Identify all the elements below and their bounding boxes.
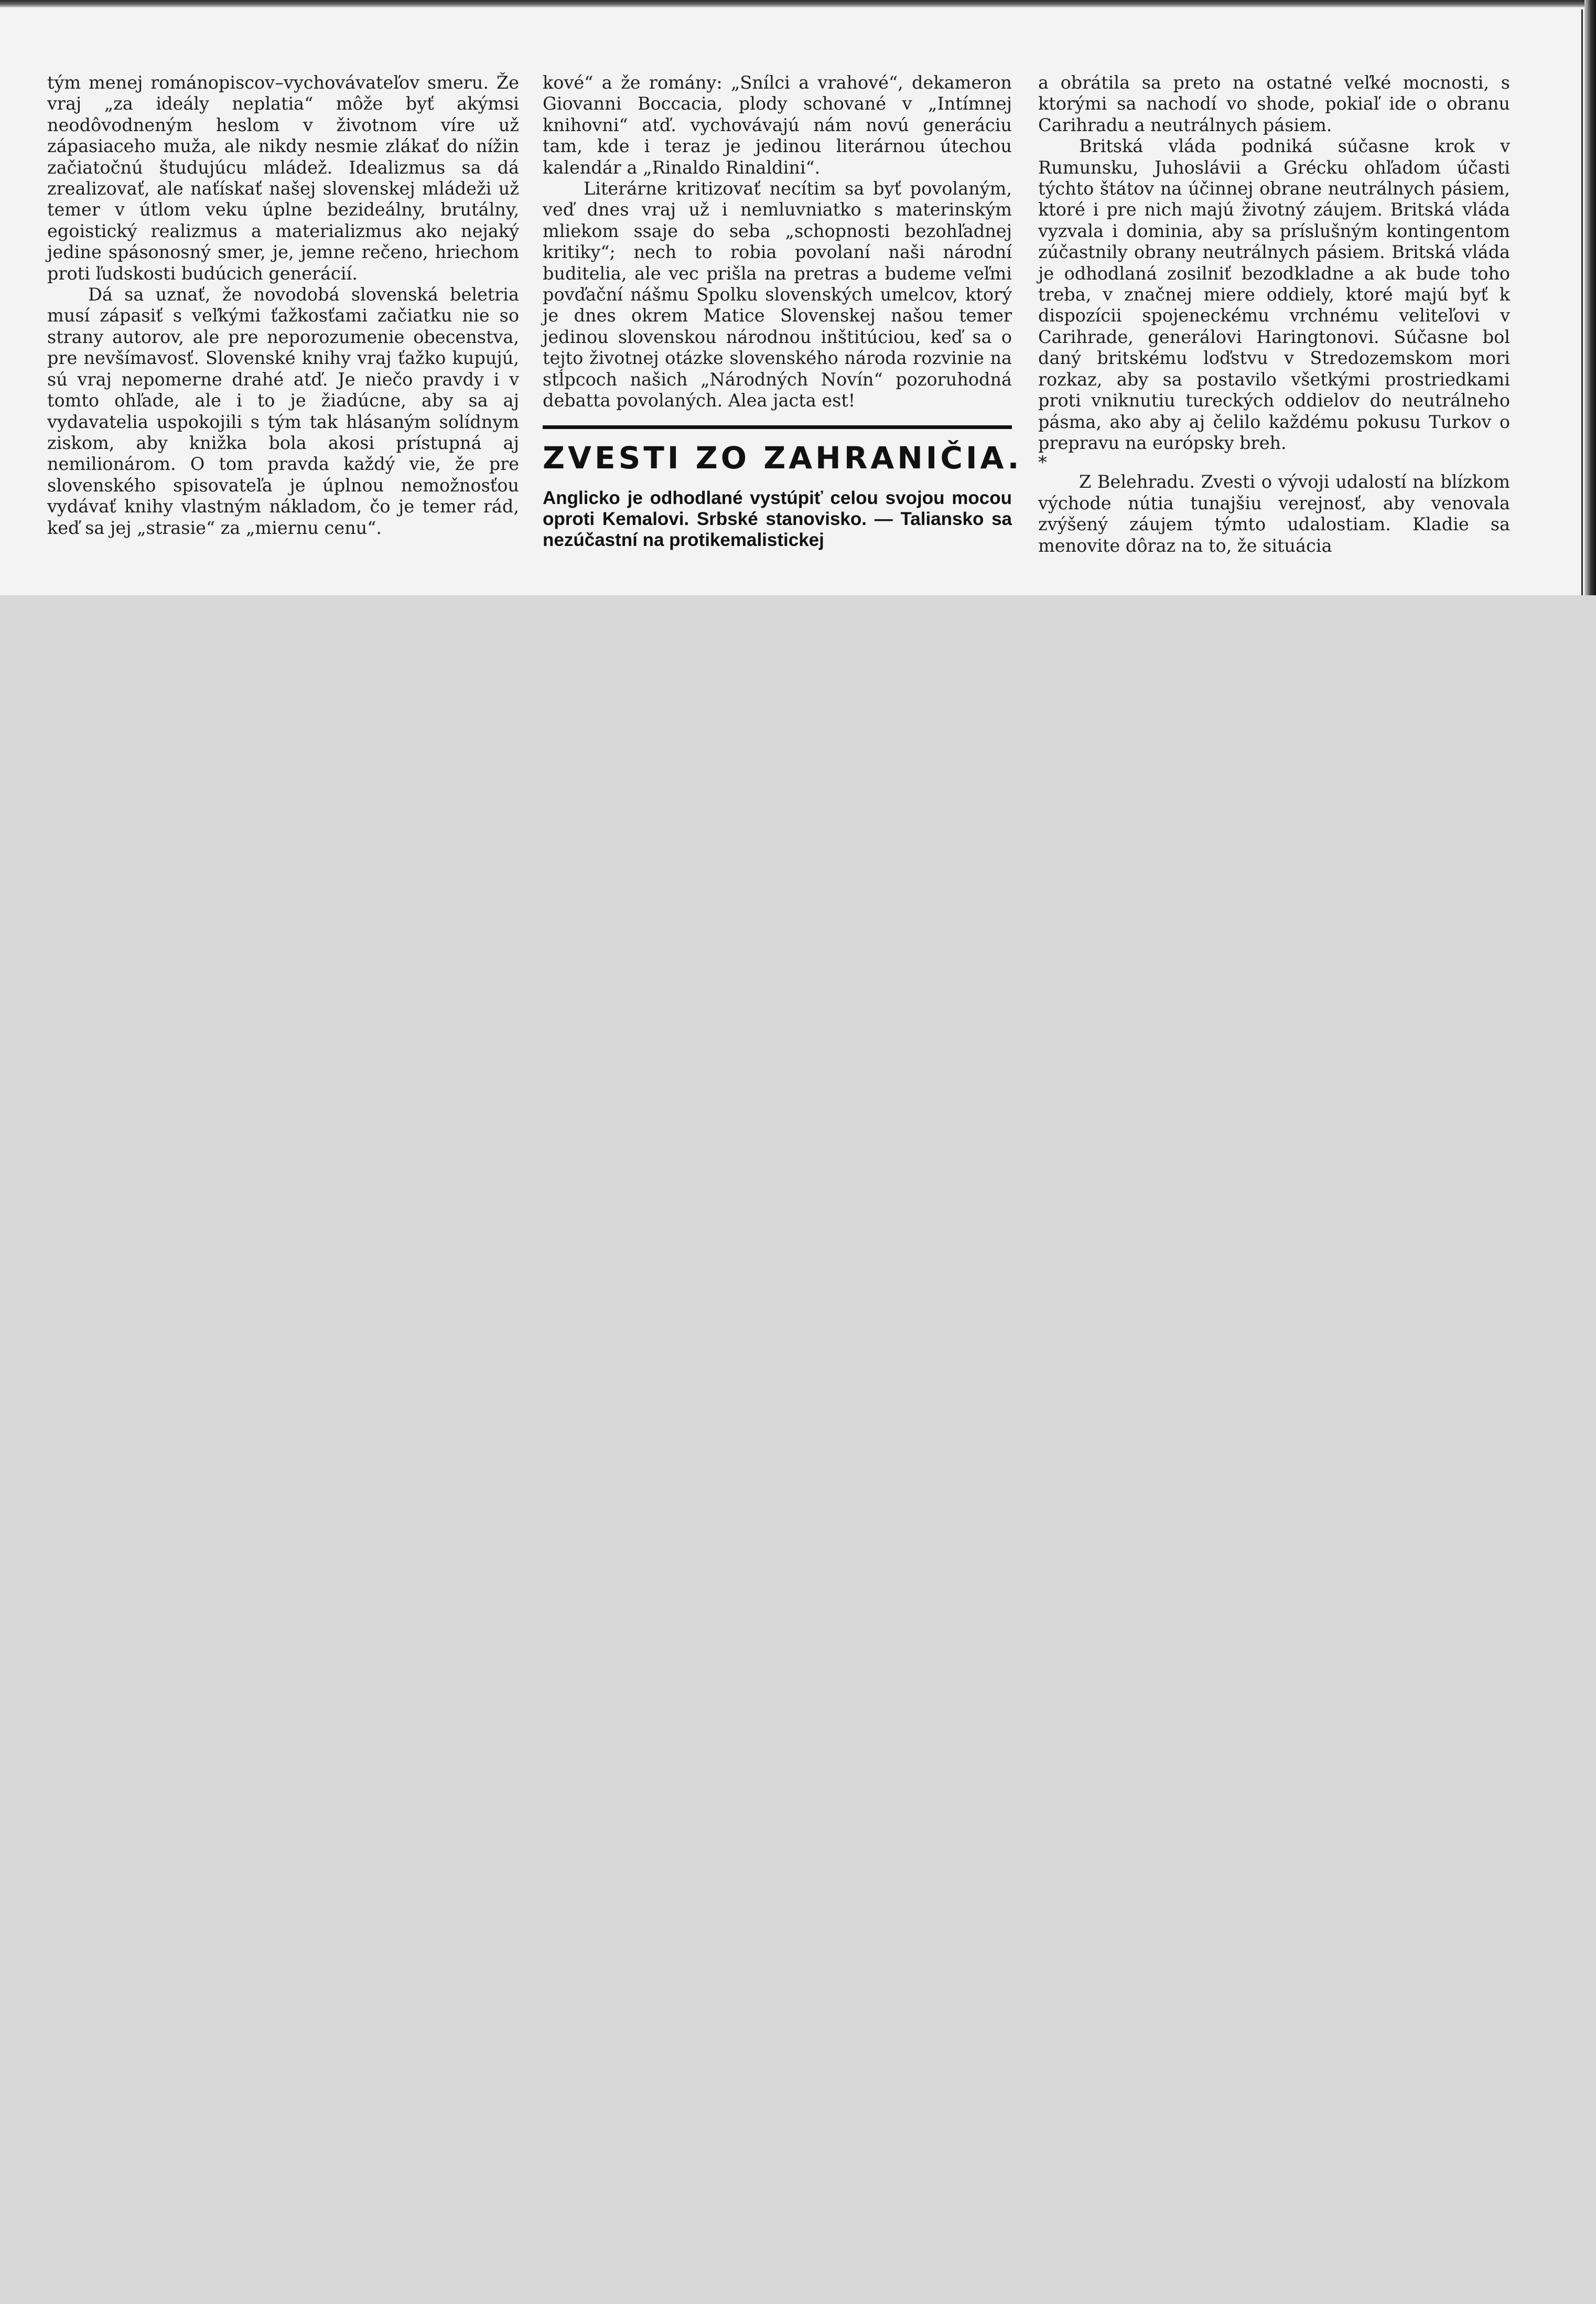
paragraph: a obrátila sa preto na ostatné veľké mocnosti, s ktorými sa nachodí vo shode, pokiaľ ide o obranu Carihradu a neutrálnych pásiem. bbox=[1038, 72, 1510, 135]
section-heading: ZVESTI ZO ZAHRANIČIA. bbox=[543, 425, 1012, 475]
paragraph: Z Belehradu. Zvesti o vývoji udalostí na blízkom východe nútia tunajšiu verejnosť, aby venovala zvýšený záujem týmto udalostiam. Kladie sa menovite dôraz na to, že situácia bbox=[1038, 471, 1510, 556]
article-column-3 bbox=[1038, 72, 1510, 556]
paragraph: Dá sa uznať, že novodobá slovenská beletria musí zápasiť s veľkými ťažkosťami začiatku nie so strany autorov, ale pre neporozumenie obecenstva, pre nevšímavosť. Slovenské knihy vraj ťažko kupujú, sú vraj nepomerne drahé atď. Je niečo pravdy i v tomto ohľade, ale i to je žiadúcne, aby sa aj vydavatelia uspokojili s tým tak hlásaným solídnym ziskom, aby knižka bola akosi prístupná aj nemilionárom. O tom pravda každý vie, že pre slovenského spisovateľa je úplnou nemožnosťou vydávať knihy vlastným nákladom, čo je temer rád, keď sa jej „strasie“ za „miernu cenu“. bbox=[47, 284, 519, 538]
column-rule bbox=[1581, 9, 1583, 595]
page-top-edge bbox=[0, 0, 1596, 7]
section-separator: * bbox=[1038, 452, 1047, 473]
paragraph: kové“ a že romány: „Snílci a vrahové“, dekameron Giovanni Boccacia, plody schované v „Intímnej knihovni“ atď. vychovávajú nám novú generáciu tam, kde i teraz je jedinou literárnou útechou kalendár a „Rinaldo Rinaldini“. bbox=[543, 72, 1012, 178]
article-column-2 bbox=[543, 72, 1022, 551]
page-right-edge bbox=[1584, 0, 1596, 595]
paragraph: tým menej románopiscov–vychovávateľov smeru. Že vraj „za ideály neplatia“ môže byť akýmsi neodôvodneným heslom v životnom víre už zápasiaceho muža, ale nikdy nesmie zlákať do nížin začiatočnú študujúcu mládež. Idealizmus sa dá zrealizovať, ale naťískať našej slovenskej mládeži už temer v útlom veku úplne bezideálny, brutálny, egoistický realizmus a materializmus ako nejaký jedine spásonosný smer, je, jemne rečeno, hriechom proti ľudskosti budúcich generácií. bbox=[47, 72, 519, 284]
lead-paragraph: Anglicko je odhodlané vystúpiť celou svojou mocou oproti Kemalovi. Srbské stanovisko. — Taliansko sa nezúčastní na protikemalistickej bbox=[543, 487, 1012, 550]
article-column-1 bbox=[47, 72, 519, 539]
newspaper-page-strip bbox=[0, 0, 1596, 595]
paragraph: Britská vláda podniká súčasne krok v Rumunsku, Juhoslávii a Grécku ohľadom účasti týchto štátov na účinnej obrane neutrálnych pásiem, ktoré i pre nich majú životný záujem. Britská vláda vyzvala i dominia, aby sa príslušným kontingentom zúčastnily obrany neutrálnych pásiem. Britská vláda je odhodlaná zosilniť bezodkladne a ak bude toho treba, v značnej miere oddiely, ktoré majú byť k dispozícii spojeneckému vrchnému veliteľovi v Carihrade, generálovi Haringtonovi. Súčasne bol daný britskému loďstvu v Stredozemskom mori rozkaz, aby sa postavilo všetkými prostriedkami proti vniknutiu tureckých oddielov do neutrálneho pásma, ako aby aj čelilo každému pokusu Turkov o prepravu na európsky breh. bbox=[1038, 136, 1510, 453]
paragraph: Literárne kritizovať necítim sa byť povolaným, veď dnes vraj už i nemluvniatko s materinským mliekom ssaje do seba „schopnosti bezohľadnej kritiky“; nech to robia povolaní naši národní buditelia, ale vec prišla na pretras a budeme veľmi povďační nášmu Spolku slovenských umelcov, ktorý je dnes okrem Matice Slovenskej našou temer jedinou slovenskou národnou inštitúciou, keď sa o tejto životnej otázke slovenského národa rozvinie na stĺpcoch našich „Národných Novín“ pozoruhodná debatta povolaných. Alea jacta est! bbox=[543, 178, 1012, 411]
